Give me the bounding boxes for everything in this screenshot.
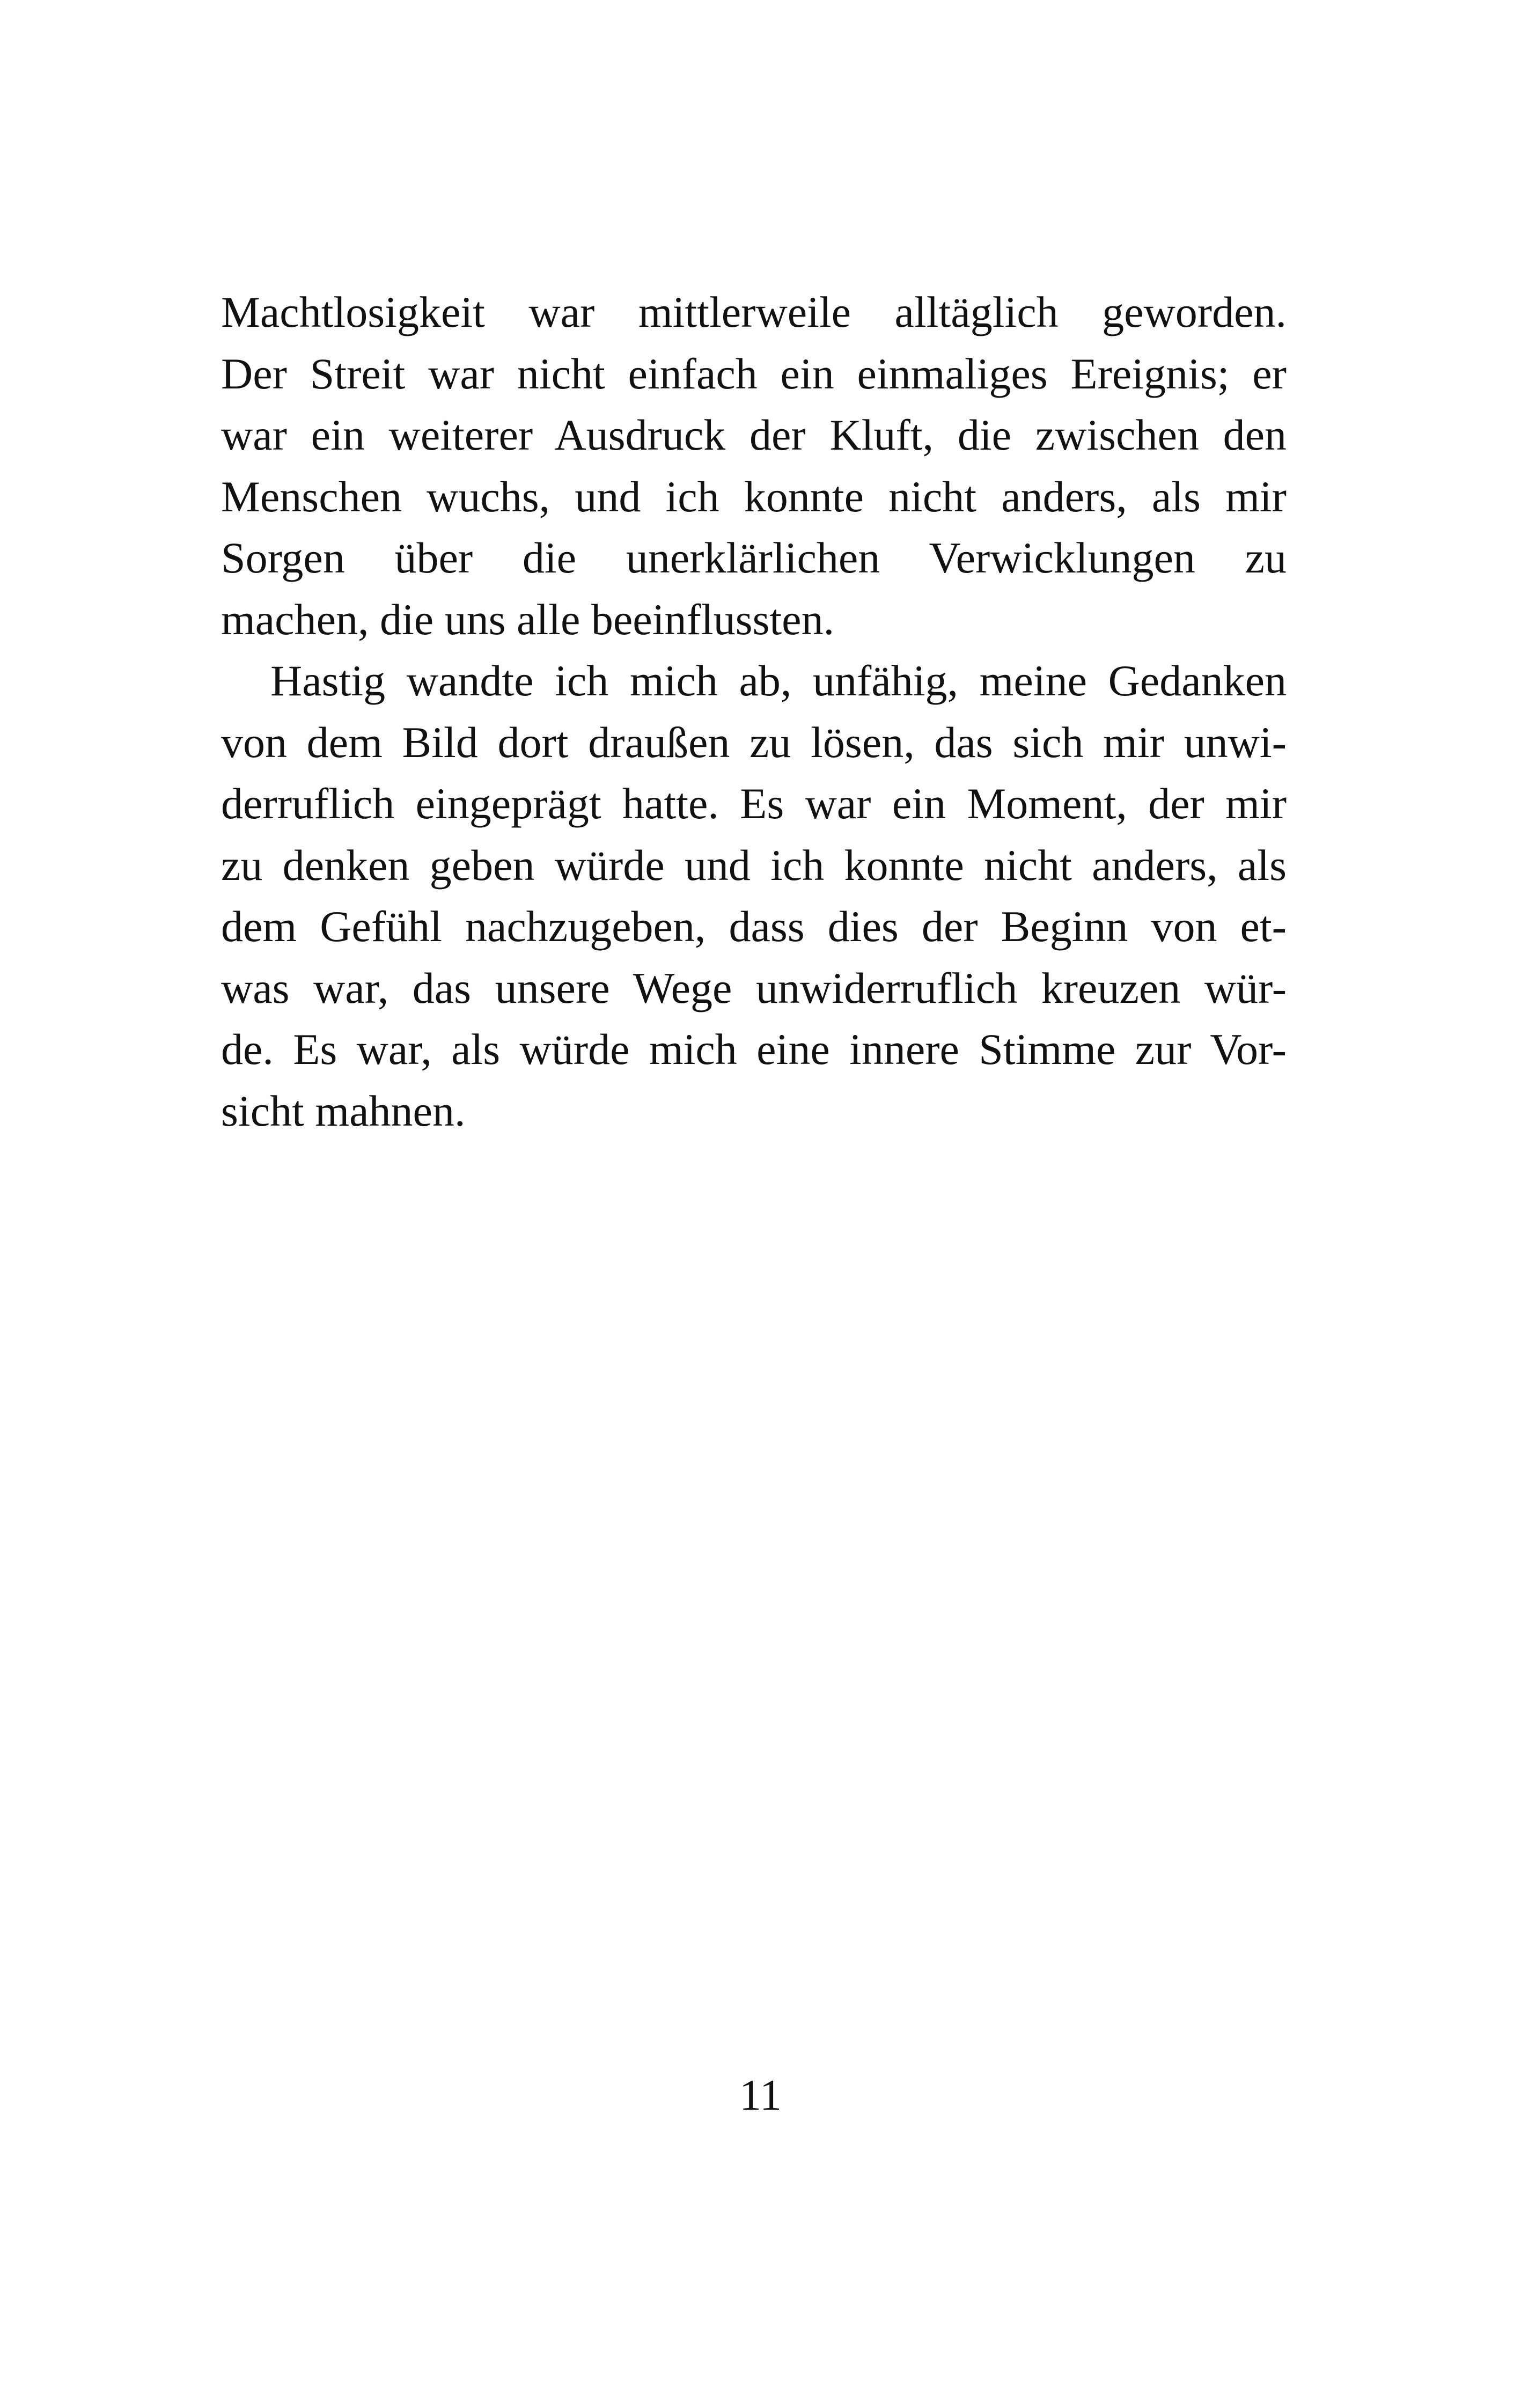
text-line: was war, das unsere Wege unwiderruflich kreuzen wür- xyxy=(221,963,1287,1012)
paragraph xyxy=(221,282,1287,650)
text-line: machen, die uns alle beeinflussten. xyxy=(221,594,835,644)
text-line: sicht mahnen. xyxy=(221,1086,466,1135)
text-line: dem Gefühl nachzugeben, dass dies der Beginn von et- xyxy=(221,902,1287,951)
text-line: war ein weiterer Ausdruck der Kluft, die zwischen den xyxy=(221,410,1287,459)
text-line: von dem Bild dort draußen zu lösen, das sich mir unwi- xyxy=(221,717,1287,767)
text-line: Menschen wuchs, und ich konnte nicht anders, als mir xyxy=(221,472,1287,521)
page-number: 11 xyxy=(739,2071,782,2119)
text-line: derruflich eingeprägt hatte. Es war ein Moment, der mir xyxy=(221,779,1287,828)
body-text xyxy=(221,282,1287,1142)
paragraph xyxy=(221,650,1287,1142)
text-line: Machtlosigkeit war mittlerweile alltäglich geworden. xyxy=(221,288,1287,336)
text-line: Hastig wandte ich mich ab, unfähig, meine Gedanken xyxy=(270,656,1287,705)
text-line: de. Es war, als würde mich eine innere Stimme zur Vor- xyxy=(221,1025,1287,1074)
text-line: zu denken geben würde und ich konnte nicht anders, als xyxy=(221,840,1287,890)
text-line: Der Streit war nicht einfach ein einmaliges Ereignis; er xyxy=(221,349,1287,398)
text-line: Sorgen über die unerklärlichen Verwicklungen zu xyxy=(221,533,1287,582)
